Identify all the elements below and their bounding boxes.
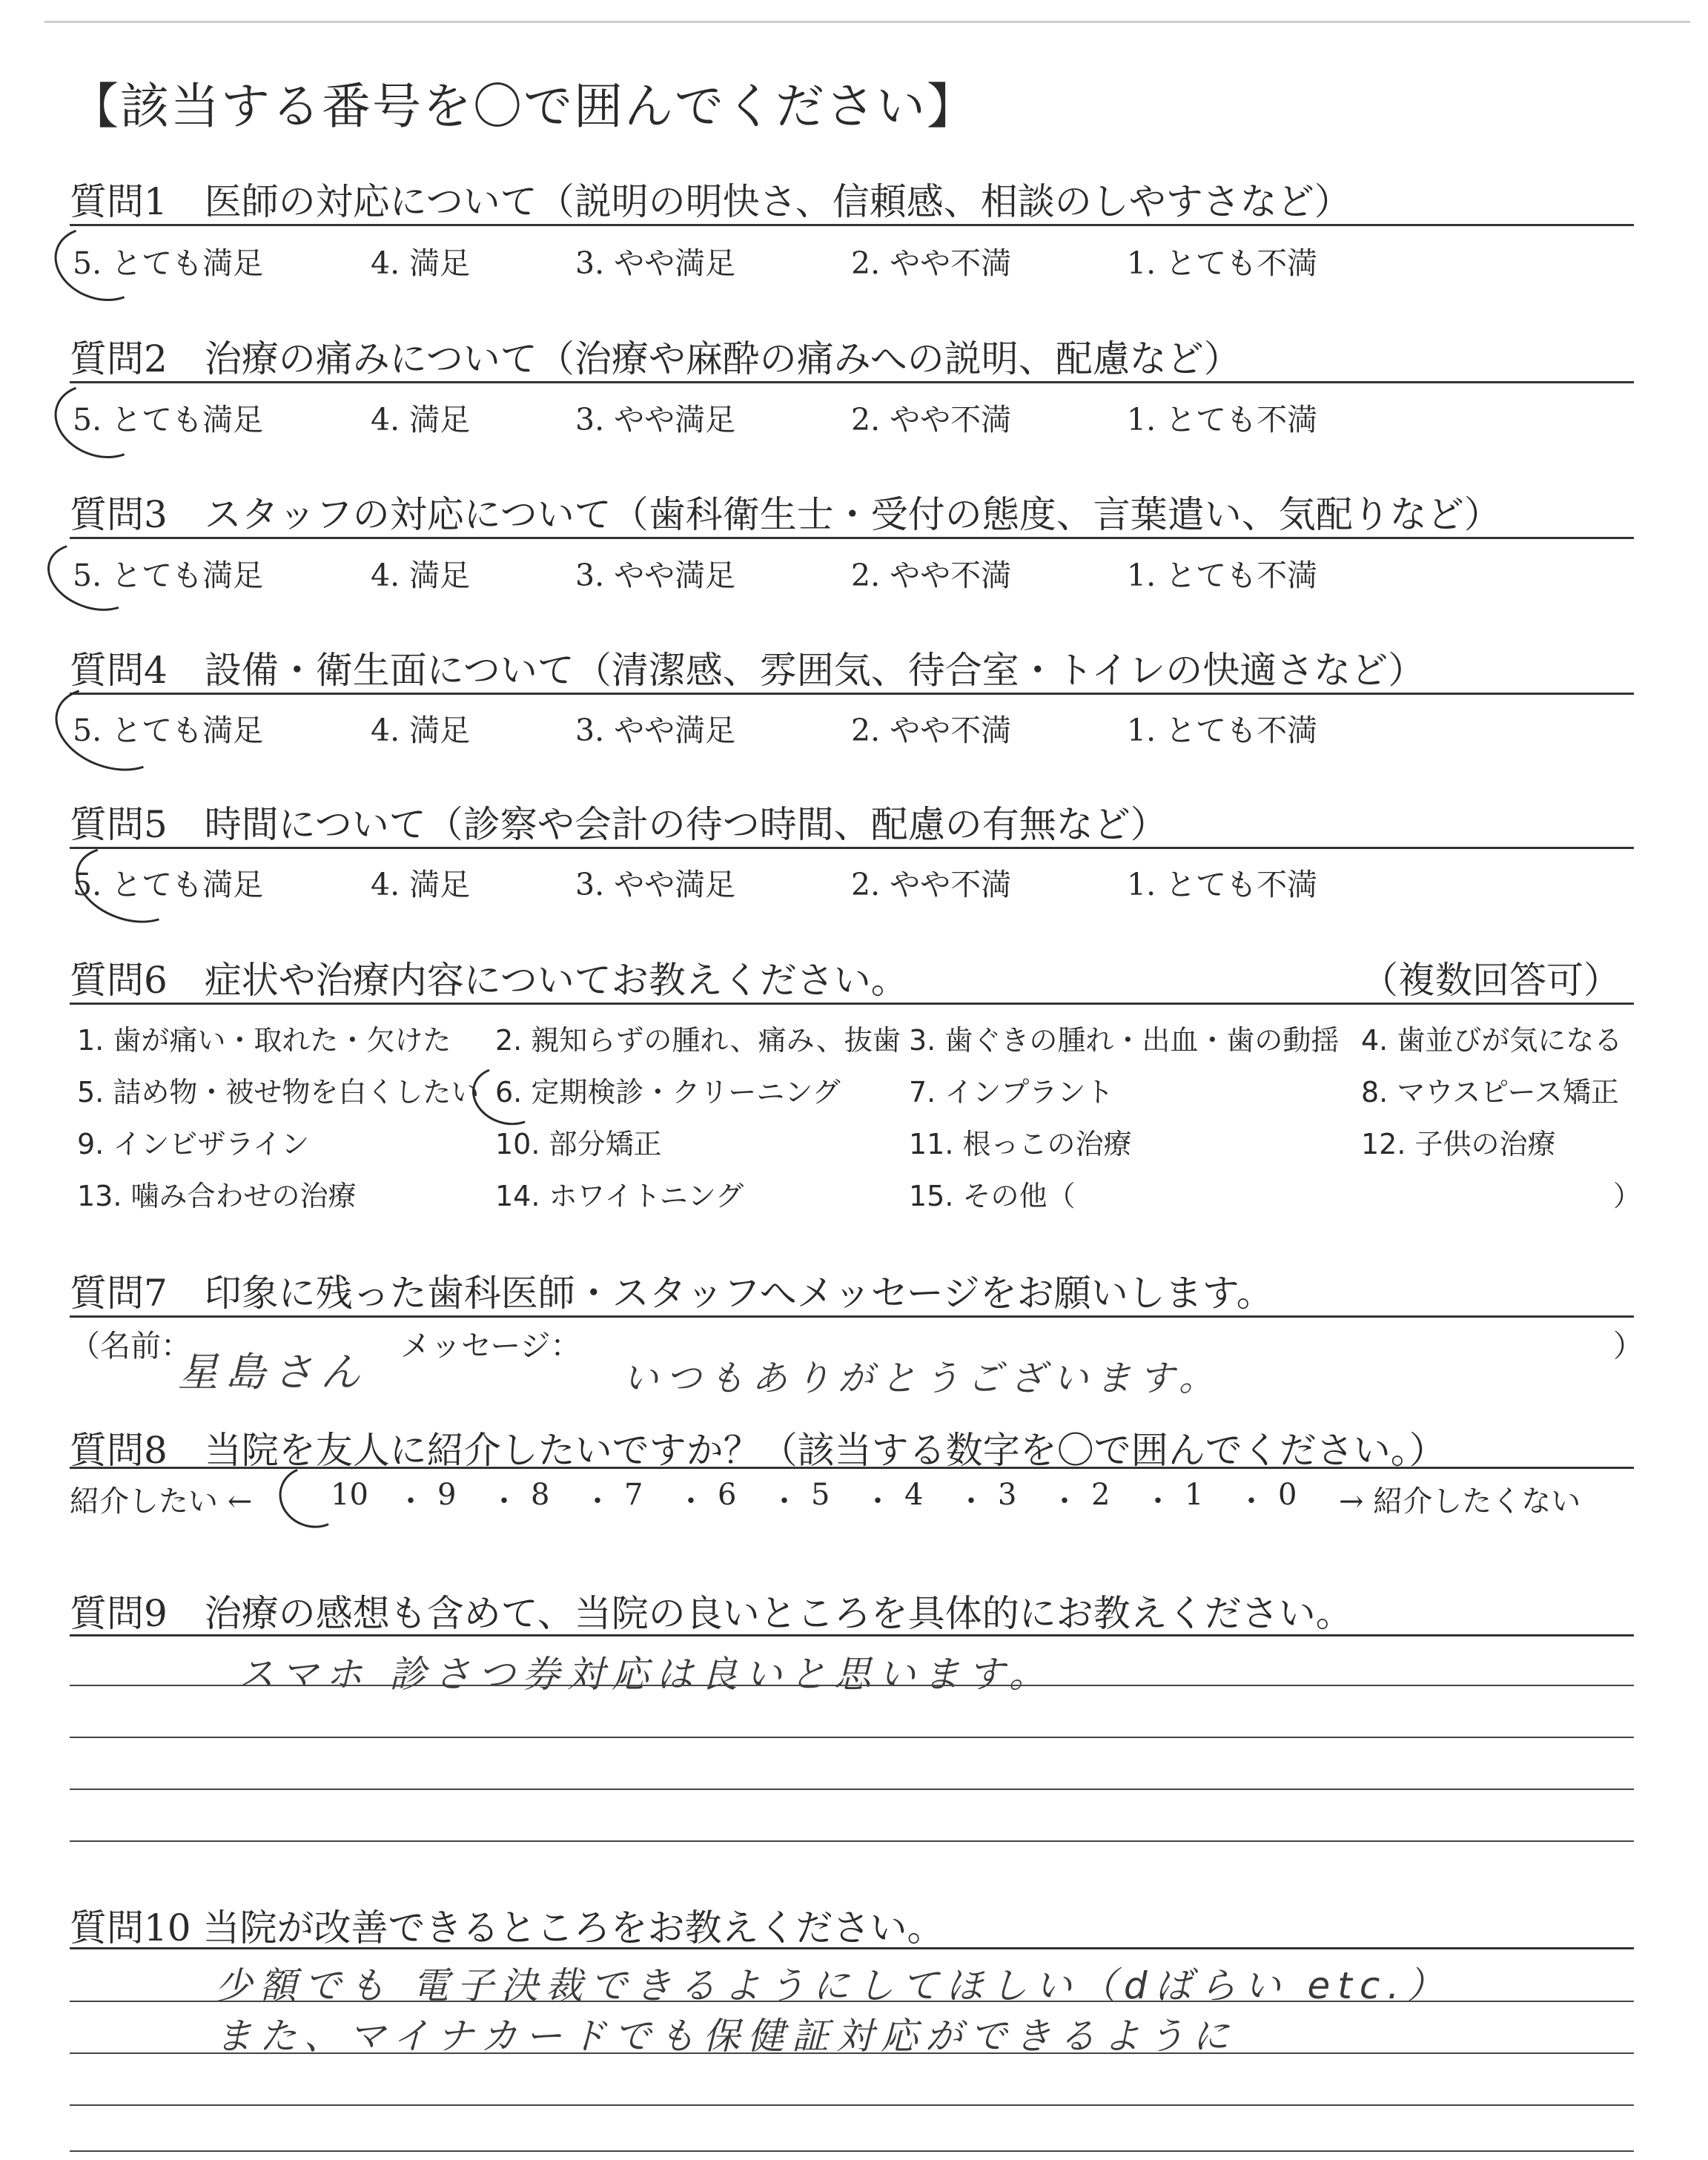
q8-dot: ・ [1050, 1484, 1079, 1519]
q6-item-8[interactable]: 8. マウスピース矯正 [1361, 1076, 1619, 1109]
top-border [44, 21, 1690, 23]
q6-item-4[interactable]: 4. 歯並びが気になる [1361, 1024, 1623, 1057]
q6-item-15[interactable]: 15. その他（ [909, 1180, 1076, 1212]
q9-writing-line [70, 1840, 1634, 1842]
q4-opt-3[interactable]: 3. やや満足 [575, 713, 736, 748]
q7-rule [70, 1315, 1634, 1318]
q2-opt-5[interactable]: 5. とても満足 [73, 402, 264, 437]
q6-item-11[interactable]: 11. 根っこの治療 [909, 1128, 1132, 1160]
q3-opt-1[interactable]: 1. とても不満 [1127, 558, 1318, 593]
q8-score-10[interactable]: 10 [331, 1478, 368, 1512]
q1-opt-2[interactable]: 2. やや不満 [851, 245, 1012, 281]
q8-score-0[interactable]: 0 [1278, 1478, 1297, 1512]
q1-rule [70, 224, 1634, 226]
q10-heading: 質問10 当院が改善できるところをお教えください。 [70, 1906, 944, 1949]
q2-answer-circle [44, 371, 156, 470]
q5-rule [70, 847, 1634, 849]
q8-dot: ・ [676, 1484, 706, 1519]
q1-opt-3[interactable]: 3. やや満足 [575, 245, 736, 281]
q8-score-4[interactable]: 4 [904, 1478, 924, 1512]
q8-score-7[interactable]: 7 [624, 1478, 643, 1512]
q8-dot: ・ [1143, 1484, 1173, 1519]
q6-rule [70, 1003, 1634, 1005]
q6-other-close: ） [1613, 1180, 1642, 1212]
q9-writing-line [70, 1737, 1634, 1738]
q6-item-10[interactable]: 10. 部分矯正 [495, 1128, 662, 1160]
q2-opt-4[interactable]: 4. 満足 [371, 402, 471, 437]
q8-dot: ・ [1237, 1484, 1266, 1519]
q6-item-2[interactable]: 2. 親知らずの腫れ、痛み、抜歯 [495, 1024, 901, 1057]
q3-opt-3[interactable]: 3. やや満足 [575, 558, 736, 593]
q3-heading: 質問3 スタッフの対応について（歯科衛生士・受付の態度、言葉遣い、気配りなど） [70, 493, 1501, 536]
q5-heading: 質問5 時間について（診察や会計の待つ時間、配慮の有無など） [70, 803, 1168, 846]
q2-opt-3[interactable]: 3. やや満足 [575, 402, 736, 437]
q9-heading: 質問9 治療の感想も含めて、当院の良いところを具体的にお教えください。 [70, 1592, 1353, 1635]
q8-dot: ・ [396, 1484, 426, 1519]
q2-heading: 質問2 治療の痛みについて（治療や麻酔の痛みへの説明、配慮など） [70, 337, 1241, 380]
q6-item-12[interactable]: 12. 子供の治療 [1361, 1128, 1556, 1160]
q8-score-8[interactable]: 8 [531, 1478, 550, 1512]
q8-right-label: → 紹介したくない [1339, 1484, 1581, 1519]
q7-close: ） [1613, 1328, 1644, 1364]
q4-opt-2[interactable]: 2. やや不満 [851, 713, 1012, 748]
q3-opt-4[interactable]: 4. 満足 [371, 558, 471, 593]
q4-heading: 質問4 設備・衛生面について（清潔感、雰囲気、待合室・トイレの快適さなど） [70, 649, 1426, 692]
q5-opt-2[interactable]: 2. やや不満 [851, 867, 1012, 902]
q10-writing-line [70, 2150, 1634, 2152]
q8-dot: ・ [769, 1484, 799, 1519]
q3-opt-2[interactable]: 2. やや不満 [851, 558, 1012, 593]
q10-writing-line [70, 2104, 1634, 2106]
q7-name-value[interactable]: 星島さん [178, 1349, 368, 1396]
q6-item-14[interactable]: 14. ホワイトニング [495, 1180, 744, 1212]
q10-writing-line [70, 2001, 1634, 2002]
q1-heading: 質問1 医師の対応について（説明の明快さ、信頼感、相談のしやすさなど） [70, 180, 1351, 223]
q1-opt-5[interactable]: 5. とても満足 [73, 245, 264, 281]
q8-score-2[interactable]: 2 [1091, 1478, 1110, 1512]
q8-left-label: 紹介したい ← [70, 1484, 253, 1519]
q6-item-1[interactable]: 1. 歯が痛い・取れた・欠けた [77, 1024, 451, 1057]
q8-dot: ・ [956, 1484, 986, 1519]
q10-rule [70, 1947, 1634, 1949]
q8-score-6[interactable]: 6 [718, 1478, 737, 1512]
q5-opt-3[interactable]: 3. やや満足 [575, 867, 736, 902]
q3-opt-5[interactable]: 5. とても満足 [73, 558, 264, 593]
q7-message-label: メッセージ： [400, 1328, 581, 1364]
q3-rule [70, 537, 1634, 539]
q2-rule [70, 381, 1634, 383]
q4-opt-4[interactable]: 4. 満足 [371, 713, 471, 748]
q6-item-6[interactable]: 6. 定期検診・クリーニング [495, 1076, 841, 1109]
q10-writing-line [70, 2052, 1634, 2054]
q7-name-label: （名前： [70, 1328, 191, 1364]
q2-opt-2[interactable]: 2. やや不満 [851, 402, 1012, 437]
q5-opt-4[interactable]: 4. 満足 [371, 867, 471, 902]
q8-score-3[interactable]: 3 [998, 1478, 1017, 1512]
q1-opt-1[interactable]: 1. とても不満 [1127, 245, 1318, 281]
q6-item-5[interactable]: 5. 詰め物・被せ物を白くしたい [77, 1076, 480, 1109]
q8-score-9[interactable]: 9 [437, 1478, 457, 1512]
q9-answer-line-1[interactable]: スマホ 診さつ券対応は良いと思います。 [237, 1653, 1053, 1696]
q8-dot: ・ [489, 1484, 519, 1519]
q3-answer-circle [38, 531, 148, 623]
q5-opt-5[interactable]: 5. とても満足 [73, 867, 264, 902]
q6-multiple-note: （複数回答可） [1361, 959, 1621, 1002]
q9-writing-line [70, 1685, 1634, 1686]
q6-item-9[interactable]: 9. インビザライン [77, 1128, 310, 1160]
q8-dot: ・ [583, 1484, 612, 1519]
q8-score-5[interactable]: 5 [811, 1478, 830, 1512]
q10-answer-line-1[interactable]: 少額でも 電子決裁できるようにしてほしい（dばらい etc.） [215, 1964, 1452, 2007]
q6-item-7[interactable]: 7. インプラント [909, 1076, 1114, 1109]
q8-score-1[interactable]: 1 [1185, 1478, 1204, 1512]
q6-item-13[interactable]: 13. 噛み合わせの治療 [77, 1180, 357, 1212]
q6-heading: 質問6 症状や治療内容についてお教えください。 [70, 959, 908, 1002]
q9-writing-line [70, 1789, 1634, 1790]
q10-answer-line-2[interactable]: また、マイナカードでも保健証対応ができるように [215, 2015, 1237, 2058]
q6-item-3[interactable]: 3. 歯ぐきの腫れ・出血・歯の動揺 [909, 1024, 1340, 1057]
q7-message-value[interactable]: いつもありがとうございます。 [623, 1358, 1222, 1399]
q8-dot: ・ [863, 1484, 893, 1519]
form-title: 【該当する番号を〇で囲んでください】 [70, 78, 977, 135]
q1-answer-circle [44, 214, 156, 313]
q4-opt-1[interactable]: 1. とても不満 [1127, 713, 1318, 748]
q2-opt-1[interactable]: 1. とても不満 [1127, 402, 1318, 437]
q7-heading: 質問7 印象に残った歯科医師・スタッフへメッセージをお願いします。 [70, 1272, 1274, 1315]
q9-rule [70, 1634, 1634, 1636]
q4-opt-5[interactable]: 5. とても満足 [73, 713, 264, 748]
q1-opt-4[interactable]: 4. 満足 [371, 245, 471, 281]
q4-rule [70, 693, 1634, 695]
q8-heading: 質問8 当院を友人に紹介したいですか？（該当する数字を〇で囲んでください。） [70, 1429, 1446, 1472]
q5-opt-1[interactable]: 1. とても不満 [1127, 867, 1318, 902]
